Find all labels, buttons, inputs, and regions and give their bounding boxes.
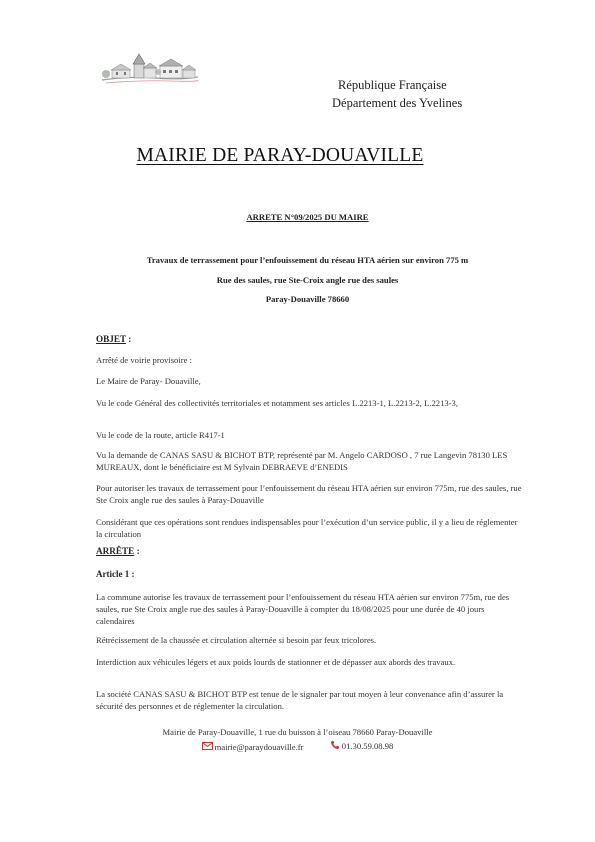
paragraph-interdiction: Interdiction aux véhicules légers et aux poids lourds de stationner et de dépasser aux abords des travaux. <box>96 657 456 667</box>
page-title-text: MAIRIE DE PARAY-DOUAVILLE <box>136 145 424 166</box>
objet-label: OBJET <box>96 334 126 344</box>
paragraph-maire: Le Maire de Paray- Douaville, <box>96 376 201 386</box>
phone-icon <box>330 740 340 752</box>
paragraph-code-route: Vu le code de la route, article R417-1 <box>96 430 225 440</box>
paragraph-demande: Vu la demande de CANAS SASU & BICHOT BTP, représenté par M. Angelo CARDOSO , 7 rue Langevin 78130 LES MUREAUX, dont le bénéficiaire est M Sylvain DEBRAEVE d’ENEDIS <box>96 450 508 472</box>
objet-heading <box>96 334 131 344</box>
footer-phone-text[interactable]: 01.30.59.08.98 <box>341 741 394 751</box>
republic-label: République Française <box>338 78 447 92</box>
paragraph-autorisation: La commune autorise les travaux de terrassement pour l’enfouissement du réseau HTA aérien sur environ 775m, rue des saules, rue Ste Croix angle rue des saules à Paray-Douaville à compter du 18/08/2025 pour une durée de 40 jours calendaires <box>96 592 510 626</box>
article-1-heading: Article 1 : <box>96 569 135 579</box>
arrete-heading <box>96 546 140 556</box>
department-label: Département des Yvelines <box>332 96 463 110</box>
page-title <box>0 145 560 167</box>
footer-contact <box>0 740 595 752</box>
paragraph-arrete-voirie: Arrêté de voirie provisoire : <box>96 355 192 365</box>
footer-email-text[interactable]: mairie@paraydouaville.fr <box>214 742 304 752</box>
subject-line-2: Rue des saules, rue Ste-Croix angle rue des saules <box>216 275 399 285</box>
subject-line-1: Travaux de terrassement pour l’enfouissement du réseau HTA aérien sur environ 775 m <box>146 255 469 265</box>
paragraph-code-collectivites: Vu le code Général des collectivités territoriales et notamment ses articles L.2213-1, L.2213-2, L.2213-3, <box>96 398 458 408</box>
arrete-suffix: : <box>134 546 140 556</box>
paragraph-considerant: Considérant que ces opérations sont rendues indispensables pour l’exécution d’un service public, il y a lieu de réglementer la circulation <box>96 517 518 539</box>
town-hall-logo <box>100 50 200 88</box>
footer-address: Mairie de Paray-Douaville, 1 rue du buisson à l’oiseau 78660 Paray-Douaville <box>162 727 433 737</box>
paragraph-autoriser: Pour autoriser les travaux de terrassement pour l’enfouissement du réseau HTA aérien sur environ 775m, rue des saules, rue Ste Croix angle rue des saules à Paray-Douaville <box>96 483 522 505</box>
paragraph-retrecissement: Rétrécissement de la chaussée et circulation alternée si besoin par feux tricolores. <box>96 635 377 645</box>
subject-line-3: Paray-Douaville 78660 <box>265 294 350 304</box>
arrete-label: ARRÊTE <box>96 546 135 556</box>
footer-email[interactable] <box>202 742 304 752</box>
footer-phone[interactable] <box>330 740 394 752</box>
paragraph-signalisation: La société CANAS SASU & BICHOT BTP est tenue de le signaler par tout moyen à leur convenance afin d’assurer la sécurité des personnes et de réglementer la circulation. <box>96 689 504 711</box>
arrete-number: ARRETE N°09/2025 DU MAIRE <box>246 212 369 222</box>
objet-suffix: : <box>125 334 132 344</box>
republic-header <box>332 76 463 112</box>
envelope-icon <box>202 742 213 752</box>
